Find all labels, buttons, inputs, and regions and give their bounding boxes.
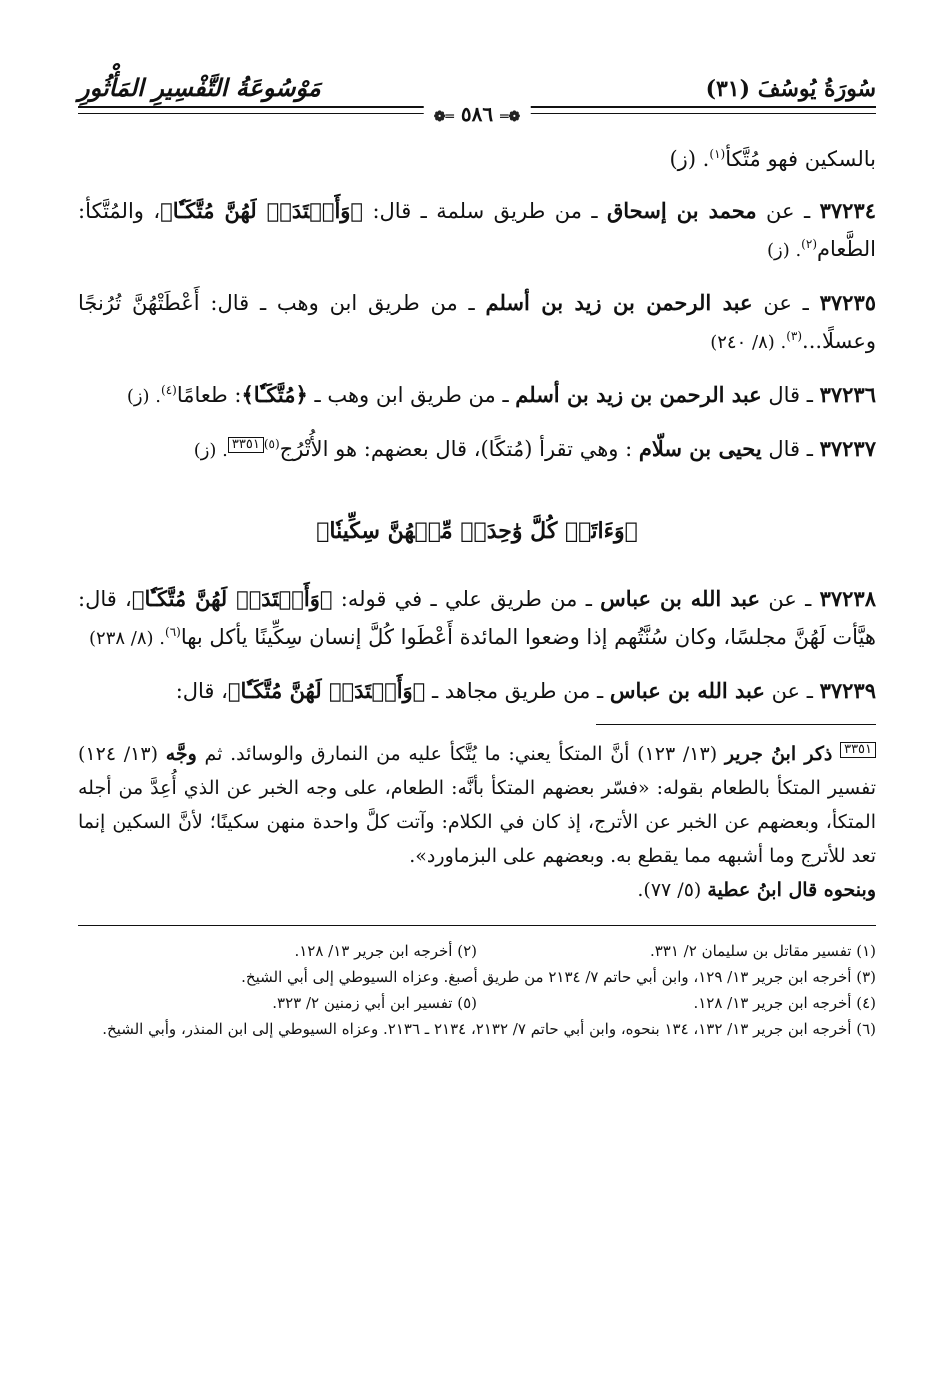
- hadith-entry: ٣٧٢٣٩ ـ عن عبد الله بن عباس ـ من طريق مجاهد ـ ﴿وَأَعۡتَدَتۡ لَهُنَّ مُتَّكَـٔٗا﴾، قال:: [175, 678, 876, 703]
- commentary-box-number: ٣٣٥١: [840, 742, 876, 758]
- quran-quote: ﴿وَأَعۡتَدَتۡ لَهُنَّ مُتَّكَـٔٗا﴾: [227, 678, 426, 703]
- narrator: عبد الله بن عباس: [600, 586, 761, 611]
- entry-number: ٣٧٢٣٨: [819, 586, 876, 611]
- entry-number: ٣٧٢٣٥: [819, 290, 877, 315]
- narrator: عبد الرحمن بن زيد بن أسلم: [515, 382, 762, 407]
- footnote-1: (١) تفسير مقاتل بن سليمان ٢/ ٣٣١.: [649, 942, 876, 960]
- footnote-3: (٣) أخرجه ابن جرير ١٣/ ١٢٩، وابن أبي حاتم ٧/ ٢١٣٤ من طريق أصبغ. وعزاه السيوطي إلى أبي الشيخ.: [241, 968, 876, 986]
- quran-quote: ﴿مُتَّكَـٔٗا﴾: [241, 382, 308, 407]
- narrator: عبد الله بن عباس: [609, 678, 765, 703]
- narrator: محمد بن إسحاق: [606, 198, 757, 223]
- ornament-icon: ═❁: [433, 109, 454, 125]
- entry-number: ٣٧٢٣٤: [819, 198, 876, 223]
- surah-title: سُورَةُ يُوسُفَ (٣١): [705, 76, 876, 102]
- commentary-box-ref: ٣٣٥١: [228, 437, 264, 453]
- narrator: عبد الرحمن بن زيد بن أسلم: [485, 290, 753, 315]
- entry-number: ٣٧٢٣٧: [819, 436, 876, 461]
- running-header: [78, 68, 876, 102]
- narrator: يحيى بن سلّام: [638, 436, 762, 461]
- hadith-entry: ٣٧٢٣٧ ـ قال يحيى بن سلّام : وهي تقرأ (مُتكًا)، قال بعضهم: هو الأُتْرُج$^{(٥)}$٣٣٥١. (ز): [193, 436, 876, 461]
- quran-quote: ﴿وَأَعۡتَدَتۡ لَهُنَّ مُتَّكَـٔٗا﴾: [160, 198, 364, 223]
- hadith-entry: ٣٧٢٣٦ ـ قال عبد الرحمن بن زيد بن أسلم ـ من طريق ابن وهب ـ ﴿مُتَّكَـٔٗا﴾: طعامًا$^{(٤)}$. (ز): [126, 382, 876, 407]
- footnote-2: (٢) أخرجه ابن جرير ١٣/ ١٢٨.: [294, 942, 477, 960]
- main-text: [78, 140, 876, 710]
- commentary-note: ٣٣٥١ ذكر ابنُ جرير (١٣/ ١٢٣) أنَّ المتكأ يعني: ما يُتَّكأ عليه من النمارق والوسائد. ثم وجَّه (١٣/ ١٢٤) تفسير المتكأ بالطعام بقوله: «فسّر بعضهم المتكأ بأنَّه: الطعام، على وجه الخبر عن الذي أُعِدَّ من أجله المتكأ، وبعضهم عن الخبر عن الأترج، إذ كان في الكلام: وآتت كلَّ واحدة منهن سكينًا؛ لأنَّ السكين إنما تعد للأترج وما أشبهه مما يقطع به. وبعضهم على البزماورد». وبنحوه قال ابنُ عطية (٥/ ٧٧).: [78, 741, 876, 901]
- hadith-entry: ٣٧٢٣٨ ـ عن عبد الله بن عباس ـ من طريق علي ـ في قوله: ﴿وَأَعۡتَدَتۡ لَهُنَّ مُتَّكَـٔٗا﴾، قال: هيَّأت لَهُنَّ مجلسًا، وكان سُنَّتُهم إذا وضعوا المائدة أَعْطَوا كُلَّ إنسان سِكِّينًا يأكل بها$^{(٦)}$. (٨/ ٢٣٨): [78, 586, 876, 649]
- footnotes: [78, 938, 876, 1042]
- hadith-entry: ٣٧٢٣٥ ـ عن عبد الرحمن بن زيد بن أسلم ـ من طريق ابن وهب ـ قال: أَعْطَتْهُنَّ تُرُنجًا وعسلًا...$^{(٣)}$. (٨/ ٢٤٠): [78, 290, 877, 353]
- footnote-5: (٥) تفسير ابن أبي زمنين ٢/ ٣٢٣.: [272, 994, 477, 1012]
- commentary-rule: [596, 724, 876, 725]
- hadith-entry: ٣٧٢٣٤ ـ عن محمد بن إسحاق ـ من طريق سلمة ـ قال: ﴿وَأَعۡتَدَتۡ لَهُنَّ مُتَّكَـٔٗا﴾، والمُتَّكأ: الطَّعام$^{(٢)}$. (ز): [78, 198, 876, 261]
- ornament-icon: ❁═: [500, 109, 521, 125]
- series-title: مَوْسُوعَةُ التَّفْسِيرِ المَأْثُورِ: [78, 73, 321, 102]
- intro-line: بالسكين فهو مُتَّكأ$^{(١)}$. (ز): [669, 147, 876, 171]
- entry-number: ٣٧٢٣٦: [819, 382, 876, 407]
- ayah-heading: ﴿وَءَاتَتۡ كُلَّ وَٰحِدَةٖ مِّنۡهُنَّ سِكِّينٗا﴾: [316, 518, 638, 544]
- footnote-4: (٤) أخرجه ابن جرير ١٣/ ١٢٨.: [693, 994, 876, 1012]
- entry-number: ٣٧٢٣٩: [819, 678, 876, 703]
- footnote-6: (٦) أخرجه ابن جرير ١٣/ ١٣٢، ١٣٤ بنحوه، وابن أبي حاتم ٧/ ٢١٣٢، ٢١٣٤ ـ ٢١٣٦. وعزاه السيوطي إلى ابن المنذر، وأبي الشيخ.: [102, 1020, 876, 1038]
- footnote-rule: [78, 925, 876, 926]
- page-number: ❁═ ٥٨٦ ═❁: [424, 102, 531, 126]
- quran-quote: ﴿وَأَعۡتَدَتۡ لَهُنَّ مُتَّكَـٔٗا﴾: [131, 586, 333, 611]
